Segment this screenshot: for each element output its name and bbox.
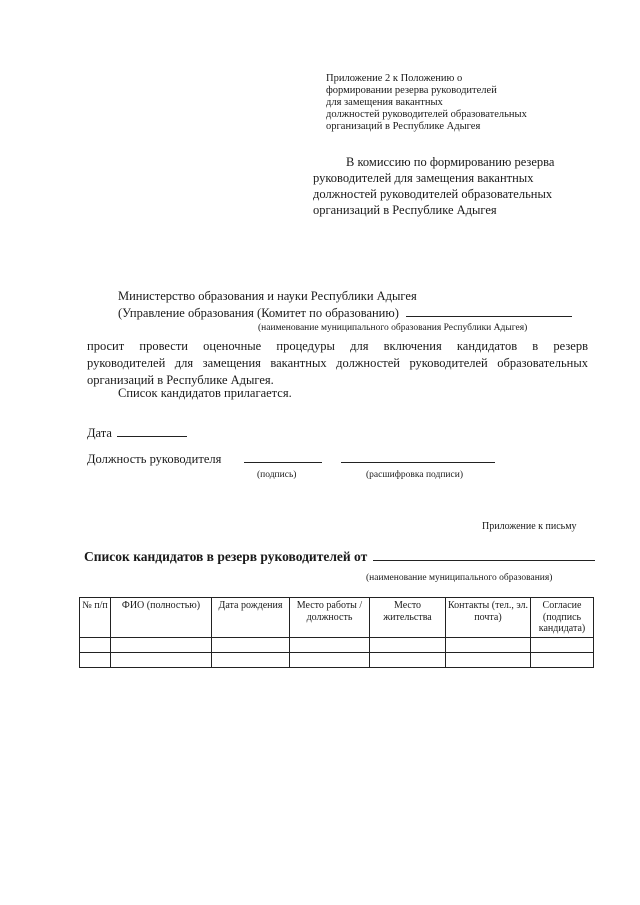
header-birth-date: Дата рождения [212,598,290,638]
department-hint: (наименование муниципального образования Республики Адыгея) [258,323,528,333]
table-cell [370,652,446,667]
department-line [118,305,572,322]
date-label: Дата [87,426,112,440]
request-line: просит провести оценочные процедуры для включения кандидатов в резерв [87,339,588,353]
appendix-label: Приложение к письму [482,521,577,532]
table-cell [446,637,531,652]
table-cell [446,652,531,667]
signature-decoding-line [341,462,495,463]
signature-hint: (подпись) [257,470,297,480]
date-blank [117,425,187,437]
department-name: (Управление образования (Комитет по образованию) [118,306,399,320]
table-cell [212,652,290,667]
annex-note-line: должностей руководителей образовательных [326,109,527,120]
annex-note-line: для замещения вакантных [326,97,443,108]
table-cell [290,652,370,667]
table-cell [370,637,446,652]
table-cell [80,652,111,667]
appendix-title-line [84,549,595,565]
table-cell [212,637,290,652]
table-row [80,652,594,667]
header-contacts: Контакты (тел., эл. почта) [446,598,531,638]
table-header-row [80,598,594,638]
request-line: организаций в Республике Адыгея. [87,373,274,387]
addressee-line: руководителей для замещения вакантных [313,171,534,185]
position-label: Должность руководителя [87,452,222,466]
appendix-municipality-blank [373,549,595,561]
addressee-block [313,154,554,218]
addressee-line: В комиссию по формированию резерва [346,155,555,169]
annex-note [326,73,527,133]
annex-note-line: формировании резерва руководителей [326,85,497,96]
addressee-line: должностей руководителей образовательных [313,187,553,201]
header-consent: Согласие (подпись кандидата) [531,598,594,638]
appendix-title: Список кандидатов в резерв руководителей от [84,549,368,564]
table-cell [290,637,370,652]
annex-note-line: Приложение 2 к Положению о [326,73,463,84]
candidates-table [79,597,594,668]
ministry-name: Министерство образования и науки Республики Адыгея [118,289,417,303]
municipality-blank [406,305,572,317]
addressee-line: организаций в Республике Адыгея [313,203,497,217]
municipality-hint: (наименование муниципального образования) [366,573,553,583]
signature-line [244,462,322,463]
header-residence: Место жительства [370,598,446,638]
date-line [87,425,187,442]
table-cell [531,637,594,652]
header-full-name: ФИО (полностью) [111,598,212,638]
annex-note-line: организаций в Республике Адыгея [326,121,481,132]
table-cell [80,637,111,652]
table-cell [111,637,212,652]
table-cell [111,652,212,667]
signature-decoding-hint: (расшифровка подписи) [366,470,463,480]
request-line: руководителей для замещения вакантных должностей руководителей образовательных [87,356,588,370]
header-workplace: Место работы /должность [290,598,370,638]
table-cell [531,652,594,667]
table-row [80,637,594,652]
attached-note: Список кандидатов прилагается. [118,386,292,400]
header-number: № п/п [80,598,111,638]
